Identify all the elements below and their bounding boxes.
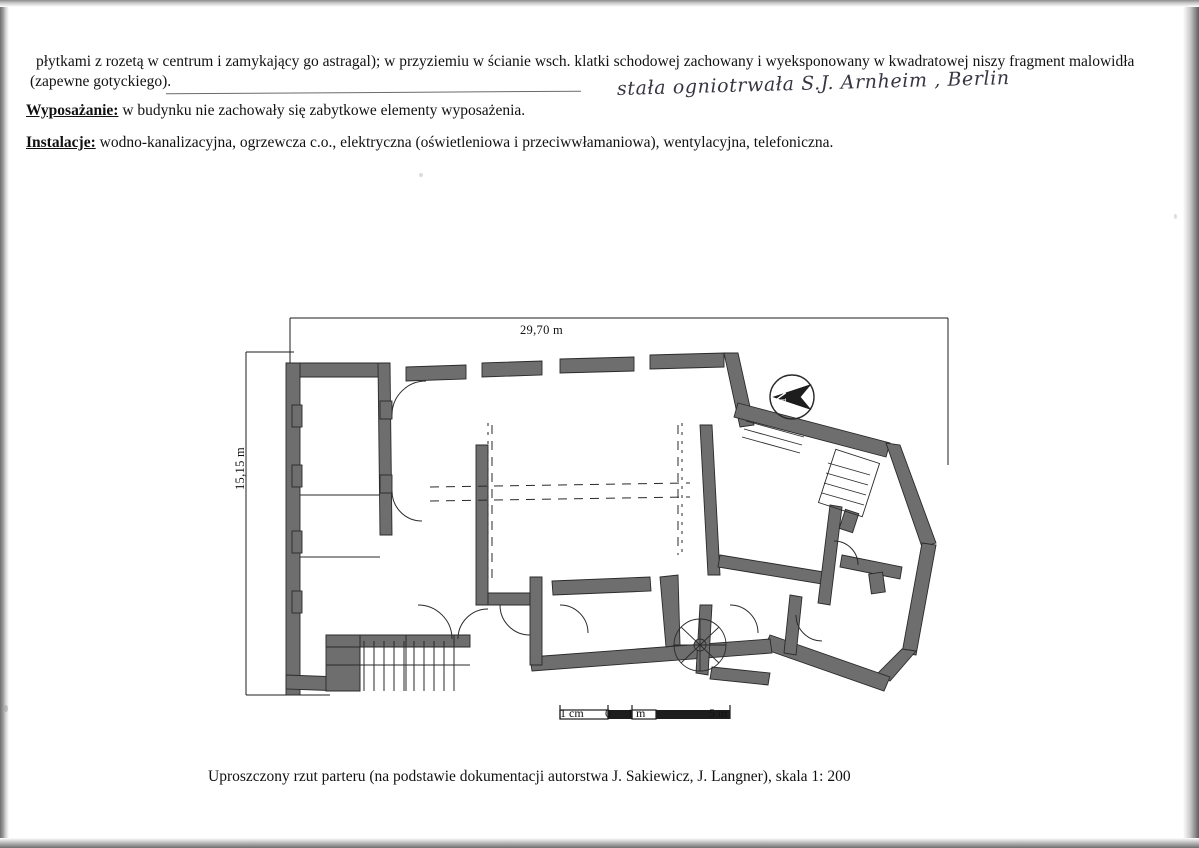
scale-label-5m: 5 m — [709, 706, 728, 720]
scan-speck — [419, 173, 423, 177]
handwritten-annotation: stała ogniotrwała S.J. Arnheim , Berlin — [616, 67, 1010, 100]
scale-label-1m: 1 m — [627, 706, 646, 720]
paragraph-instalacje-text: wodno-kanalizacyjna, ogrzewcza c.o., elektryczna (oświetleniowa i przeciwwłamaniowa), wentylacyjna, telefoniczna. — [95, 133, 834, 151]
north-arrow-graphic — [770, 375, 814, 419]
paragraph-wyposazanie-text: w budynku nie zachowały się zabytkowe elementy wyposażenia. — [118, 101, 526, 119]
paragraph-instalacje — [26, 133, 926, 153]
paragraph-wyposazanie-label: Wyposażanie: — [26, 101, 119, 119]
scan-speck — [1174, 214, 1177, 219]
scan-edge-top — [0, 0, 1199, 7]
paragraph-wyposazanie — [26, 101, 726, 121]
paragraph-continuation: płytkami z rozetą w centrum i zamykający go astragal); w przyziemiu w ścianie wsch. klatki schodowej zachowany i wyeksponowany w kwadratowej niszy fragment malowidła (zapewne gotyckiego). — [30, 52, 1135, 90]
scale-label-1cm: 1 cm — [560, 706, 584, 720]
scan-edge-left — [0, 0, 9, 848]
scan-edge-right — [1183, 0, 1199, 848]
scan-speck — [4, 705, 8, 712]
scale-label-0: 0 — [605, 706, 611, 720]
plan-left-dimension-label: 15,15 m — [233, 446, 247, 490]
scan-edge-bottom — [0, 838, 1199, 848]
svg-text:N: N — [774, 391, 790, 402]
plan-top-dimension-label: 29,70 m — [520, 323, 564, 337]
figure-caption: Uproszczony rzut parteru (na podstawie dokumentacji autorstwa J. Sakiewicz, J. Langner), skala 1: 200 — [208, 768, 851, 785]
floor-plan-drawing — [230, 305, 970, 725]
paragraph-instalacje-label: Instalacje: — [26, 133, 96, 151]
